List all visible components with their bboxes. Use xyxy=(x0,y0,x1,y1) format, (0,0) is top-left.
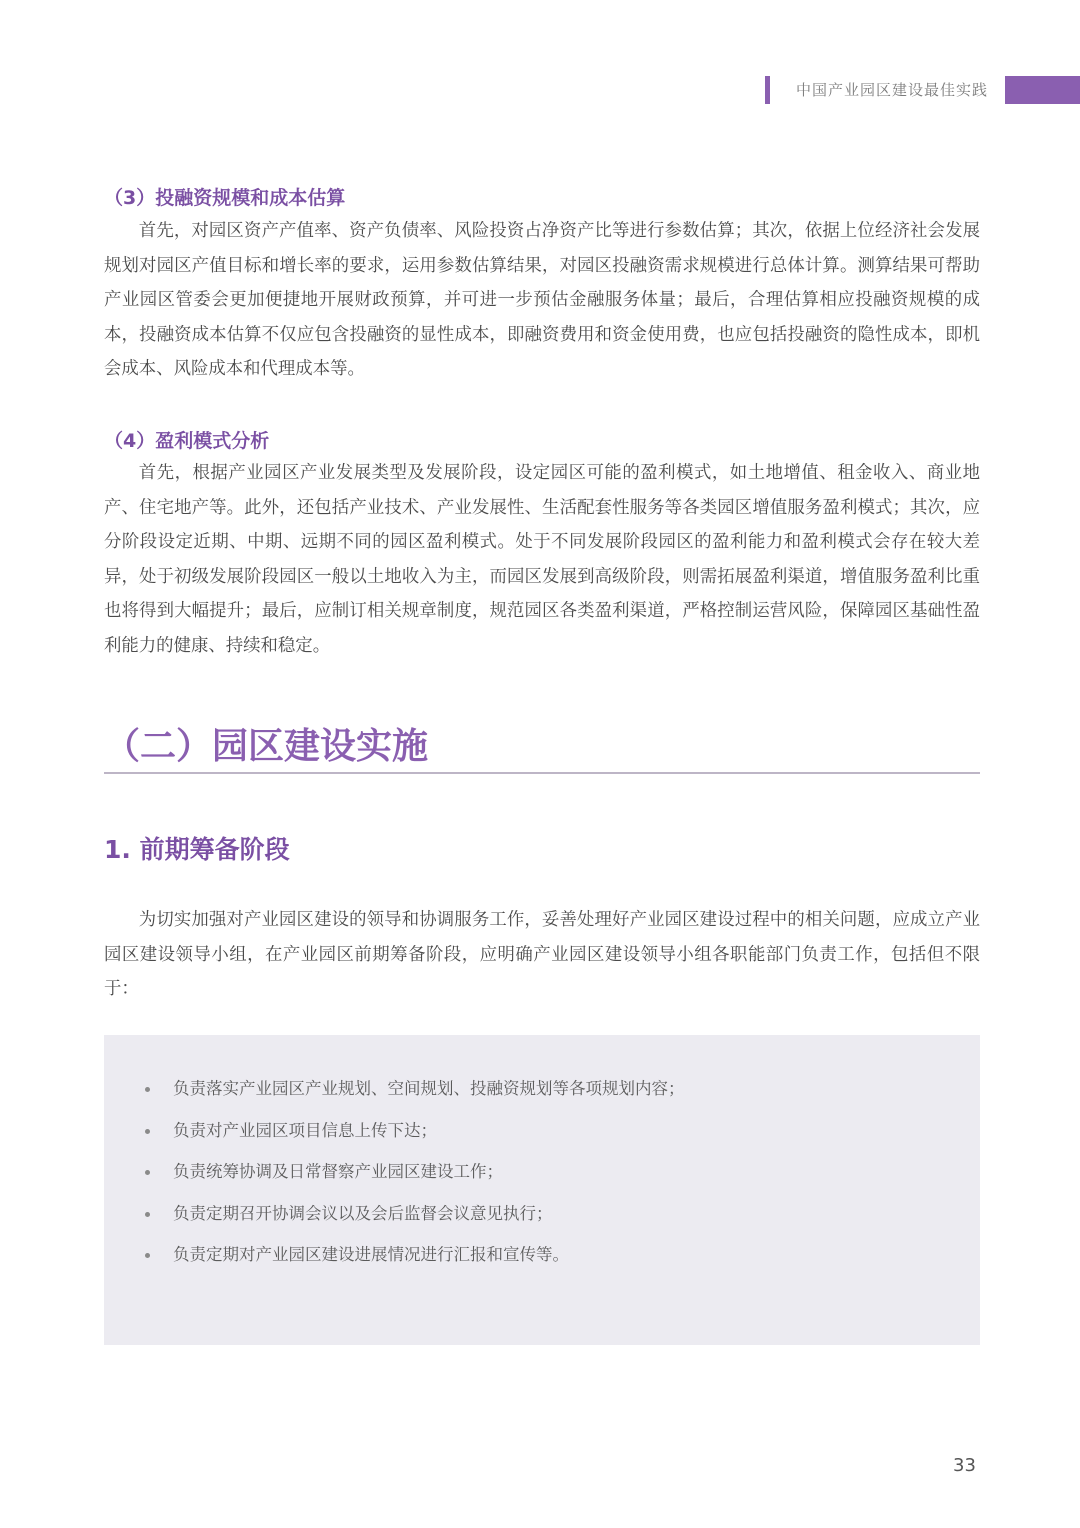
chapter-divider xyxy=(104,772,980,774)
list-item xyxy=(104,1156,980,1198)
list-item-text: 负责统筹协调及日常督察产业园区建设工作； xyxy=(173,1162,503,1181)
bullet-icon xyxy=(145,1129,150,1134)
list-item-text: 负责定期对产业园区建设进展情况进行汇报和宣传等。 xyxy=(173,1245,569,1264)
list-item xyxy=(104,1198,980,1240)
page-number: 33 xyxy=(953,1455,976,1476)
chapter-title: （二）园区建设实施 xyxy=(104,726,429,767)
bullet-icon xyxy=(145,1087,150,1092)
subsection-heading-3: （3）投融资规模和成本估算 xyxy=(104,187,346,209)
header-accent-bar xyxy=(765,76,770,104)
step-heading: 1. 前期筹备阶段 xyxy=(104,835,290,864)
list-item-text: 负责落实产业园区产业规划、空间规划、投融资规划等各项规划内容； xyxy=(173,1079,685,1098)
header-accent-block xyxy=(1005,76,1080,104)
subsection-paragraph-4: 首先，根据产业园区产业发展类型及发展阶段，设定园区可能的盈利模式，如土地增值、租金收入、商业地产、住宅地产等。此外，还包括产业技术、产业发展性、生活配套性服务等各类园区增值服务盈利模式；其次，应分阶段设定近期、中期、远期不同的园区盈利模式。处于不同发展阶段园区的盈利能力和盈利模式会存在较大差异，处于初级发展阶段园区一般以土地收入为主，而园区发展到高级阶段，则需拓展盈利渠道，增值服务盈利比重也将得到大幅提升；最后，应制订相关规章制度，规范园区各类盈利渠道，严格控制运营风险，保障园区基础性盈利能力的健康、持续和稳定。 xyxy=(104,463,980,656)
header-title: 中国产业园区建设最佳实践 xyxy=(796,81,989,99)
list-item-text: 负责对产业园区项目信息上传下达； xyxy=(173,1120,437,1140)
step-paragraph: 为切实加强对产业园区建设的领导和协调服务工作，妥善处理好产业园区建设过程中的相关问题，应成立产业园区建设领导小组，在产业园区前期筹备阶段，应明确产业园区建设领导小组各职能部门负责工作，包括但不限于： xyxy=(104,910,980,1000)
bullet-icon xyxy=(145,1253,150,1258)
responsibilities-box xyxy=(104,1035,980,1345)
list-item xyxy=(104,1073,980,1115)
subsection-paragraph-3: 首先，对园区资产产值率、资产负债率、风险投资占净资产比等进行参数估算；其次，依据上位经济社会发展规划对园区产值目标和增长率的要求，运用参数估算结果，对园区投融资需求规模进行总体计算。测算结果可帮助产业园区管委会更加便捷地开展财政预算，并可进一步预估金融服务体量；最后，合理估算相应投融资规模的成本，投融资成本估算不仅应包含投融资的显性成本，即融资费用和资金使用费，也应包括投融资的隐性成本，即机会成本、风险成本和代理成本等。 xyxy=(104,221,980,380)
responsibilities-list xyxy=(104,1073,980,1281)
bullet-icon xyxy=(145,1212,150,1217)
list-item xyxy=(104,1239,980,1281)
list-item xyxy=(104,1115,980,1157)
subsection-heading-4: （4）盈利模式分析 xyxy=(104,430,270,452)
bullet-icon xyxy=(145,1170,150,1175)
list-item-text: 负责定期召开协调会议以及会后监督会议意见执行； xyxy=(173,1203,553,1223)
